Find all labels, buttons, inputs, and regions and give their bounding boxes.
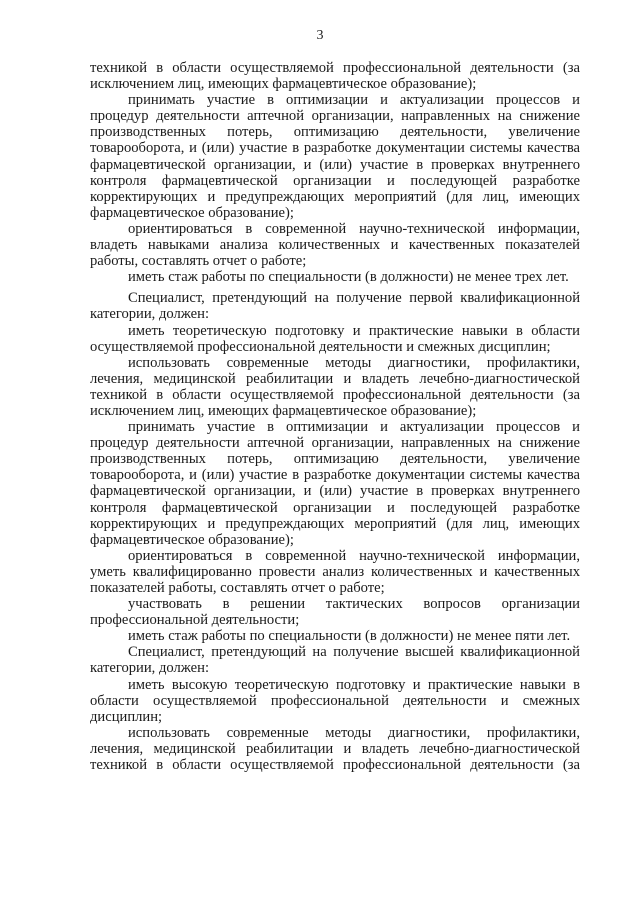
paragraph: участвовать в решении тактических вопросов организации профессиональной деятельности;: [90, 596, 580, 629]
paragraph: ориентироваться в современной научно-технической информации, уметь квалифицированно провести анализ количественных и качественных показателей работы, составлять отчет о работе;: [90, 547, 580, 596]
paragraph: Специалист, претендующий на получение высшей квалификационной категории, должен:: [90, 644, 580, 677]
paragraph: Специалист, претендующий на получение первой квалификационной категории, должен:: [90, 290, 580, 323]
paragraph: иметь стаж работы по специальности (в должности) не менее пяти лет.: [128, 628, 571, 645]
paragraph: принимать участие в оптимизации и актуализации процессов и процедур деятельности аптечной организации, направленных на снижение производственных потерь, оптимизацию деятельности, увеличение товарооборота, и (или) участие в разработке документации системы качества фармацевтической организации, и (или) участие в проверках внутреннего контроля фармацевтической организации и последующей разработке корректирующих и предупреждающих мероприятий (для лиц, имеющих фармацевтическое образование);: [90, 92, 580, 221]
paragraph: принимать участие в оптимизации и актуализации процессов и процедур деятельности аптечной организации, направленных на снижение производственных потерь, оптимизацию деятельности, увеличение товарооборота, и (или) участие в разработке документации системы качества фармацевтической организации, и (или) участие в проверках внутреннего контроля фармацевтической организации и последующей разработке корректирующих и предупреждающих мероприятий (для лиц, имеющих фармацевтическое образование);: [90, 419, 580, 548]
page-number: 3: [316, 28, 324, 43]
paragraph: иметь стаж работы по специальности (в должности) не менее трех лет.: [128, 269, 569, 286]
paragraph: техникой в области осуществляемой профессиональной деятельности (за исключением лиц, имеющих фармацевтическое образование);: [90, 60, 580, 93]
body-text: [90, 60, 580, 773]
paragraph: ориентироваться в современной научно-технической информации, владеть навыками анализа количественных и качественных показателей работы, составлять отчет о работе;: [90, 220, 580, 270]
paragraph: использовать современные методы диагностики, профилактики, лечения, медицинской реабилитации и владеть лечебно-диагностической техникой в области осуществляемой профессиональной деятельности (за: [90, 724, 580, 774]
paragraph: использовать современные методы диагностики, профилактики, лечения, медицинской реабилитации и владеть лечебно-диагностической техникой в области осуществляемой профессиональной деятельности (за исключением лиц, имеющих фармацевтическое образование);: [90, 354, 580, 419]
paragraph: иметь теоретическую подготовку и практические навыки в области осуществляемой профессиональной деятельности и смежных дисциплин;: [90, 322, 580, 355]
paragraph: иметь высокую теоретическую подготовку и практические навыки в области осуществляемой профессиональной деятельности и смежных дисциплин;: [90, 676, 580, 725]
